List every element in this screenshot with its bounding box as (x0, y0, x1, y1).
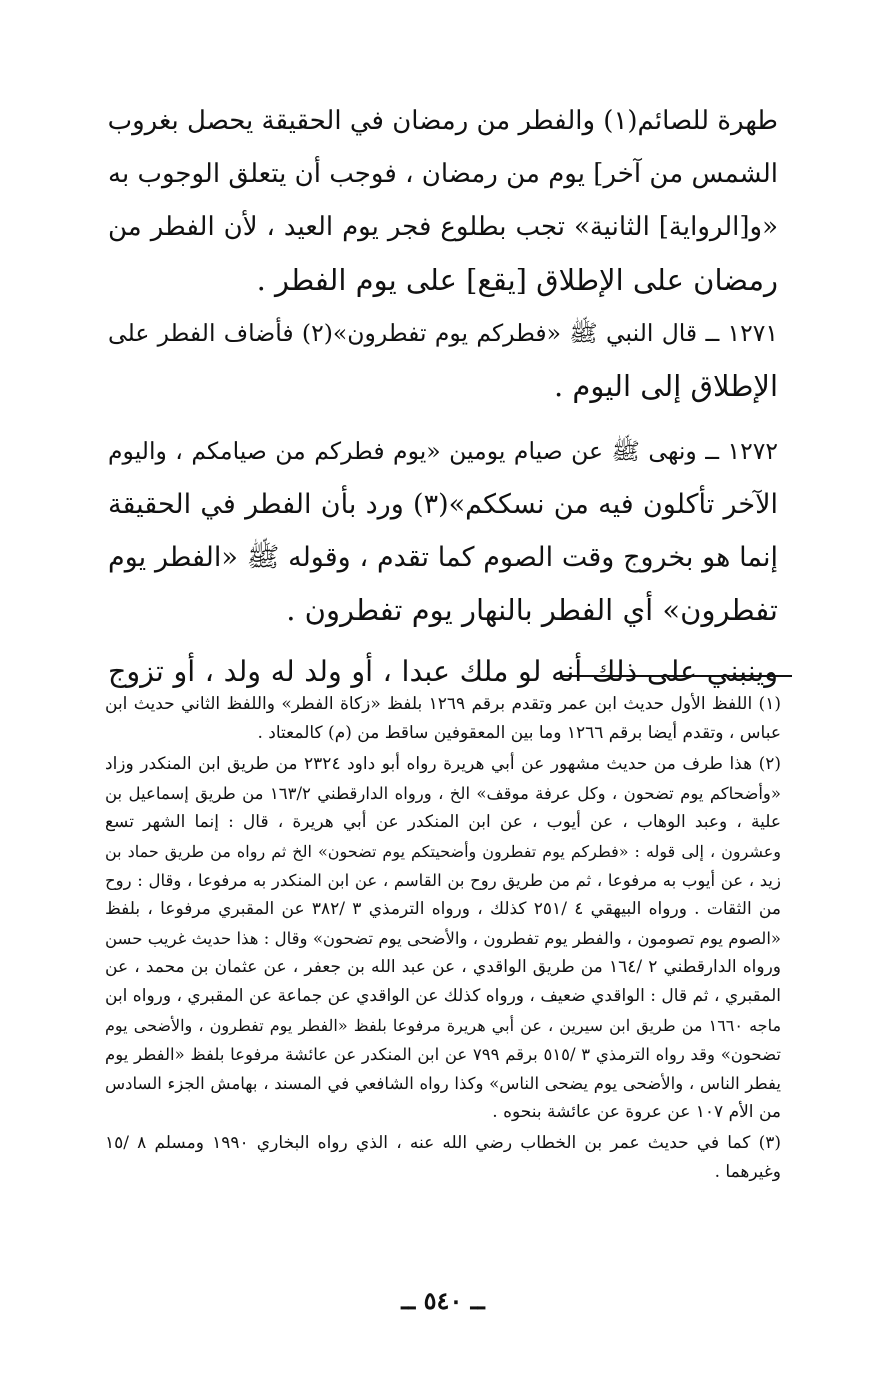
main-text (108, 95, 778, 698)
text-line: تفطرون» أي الفطر بالنهار يوم تفطرون . (286, 593, 778, 627)
page-number: ــ ٥٤٠ ــ (401, 1286, 485, 1315)
footnote-line: ورواه الدارقطني ٢ /١٦٤ من طريق الواقدي ، عن عبد الله بن جعفر ، عن عثمان بن محمد ، عن (105, 957, 781, 977)
footnotes (105, 690, 781, 1187)
footnote-line: «وأضحاكم يوم تضحون ، وكل عرفة موقف» الخ ، ورواه الدارقطني ١٦٣/٢ من طريق إسماعيل بن (105, 784, 781, 803)
text-line: الشمس من آخر] يوم من رمضان ، فوجب أن يتعلق الوجوب به (108, 159, 778, 189)
footnote-line: وغيرهما . (714, 1162, 781, 1182)
footnote-line: من الأم ١٠٧ عن عروة عن عائشة بنحوه . (492, 1102, 781, 1122)
footnote-line: يفطر الناس ، والأضحى يوم يضحى الناس» وكذا رواه الشافعي في المسند ، بهامش الجزء السادس (105, 1074, 781, 1093)
footnote-line: زيد ، عن أيوب به مرفوعا ، ثم من طريق روح بن القاسم ، عن ابن المنكدر به مرفوعا ، وقال : روح (105, 871, 781, 890)
paragraph-1272-line: ١٢٧٢ ــ ونهى ﷺ عن صيام يومين «يوم فطركم من صيامكم ، واليوم (108, 437, 778, 465)
text-line: إنما هو بخروج وقت الصوم كما تقدم ، وقوله ﷺ «الفطر يوم (108, 542, 778, 573)
footnote-line: «الصوم يوم تصومون ، والفطر يوم تفطرون ، والأضحى يوم تضحون» وقال : هذا حديث غريب حسن (105, 929, 781, 948)
footnote-line: تضحون» وقد رواه الترمذي ٣ /٥١٥ برقم ٧٩٩ عن ابن المنكدر عن عائشة مرفوعا بلفظ «الفطر يوم (105, 1045, 781, 1064)
footnote-line: من الثقات . ورواه البيهقي ٤ /٢٥١ كذلك ، ورواه الترمذي ٣ /٣٨٢ عن المقبري مرفوعا ، بلفظ (105, 899, 781, 919)
footnote-line: (٣) كما في حديث عمر بن الخطاب رضي الله عنه ، الذي رواه البخاري ١٩٩٠ ومسلم ٨ /١٥ (105, 1133, 781, 1153)
text-line: الآخر تأكلون فيه من نسككم»(٣) ورد بأن الفطر في الحقيقة (108, 489, 778, 520)
footnote-line: وعشرون ، إلى قوله : «فطركم يوم تفطرون وأضحيتكم يوم تضحون» الخ ثم رواه من طريق حماد بن (105, 842, 781, 861)
footnote-line: (٢) هذا طرف من حديث مشهور عن أبي هريرة رواه أبو داود ٢٣٢٤ من طريق ابن المنكدر وزاد (105, 754, 781, 774)
footnote-line: المقبري ، ثم قال : الواقدي ضعيف ، ورواه كذلك عن الواقدي عن جماعة عن المقبري ، ورواه ابن (105, 986, 781, 1006)
text-line: «و[الرواية] الثانية» تجب بطلوع فجر يوم العيد ، لأن الفطر من (108, 212, 778, 242)
footnote-line: (١) اللفظ الأول حديث ابن عمر وتقدم برقم ١٢٦٩ بلفظ «زكاة الفطر» واللفظ الثاني حديث ابن (105, 694, 781, 714)
footnote-line: عباس ، وتقدم أيضا برقم ١٢٦٦ وما بين المعقوفين ساقط من (م) كالمعتاد . (257, 723, 781, 743)
footnote-divider (560, 675, 792, 677)
footnote-line: علية ، وعبد الوهاب ، عن أيوب ، عن ابن المنكدر عن أبي هريرة ، قال : إنما الشهر تسع (105, 812, 781, 832)
text-line: وينبني على ذلك أنه لو ملك عبدا ، أو ولد له ولد ، أو تزوج (108, 655, 778, 688)
footnote-line: ماجه ١٦٦٠ من طريق ابن سيرين ، عن أبي هريرة مرفوعا بلفظ «الفطر يوم تفطرون ، والأضحى يوم (105, 1016, 781, 1035)
paragraph-1271-line: ١٢٧١ ــ قال النبي ﷺ «فطركم يوم تفطرون»(٢) فأضاف الفطر على (108, 319, 778, 347)
text-line: رمضان على الإطلاق [يقع] على يوم الفطر . (256, 263, 778, 297)
text-line: الإطلاق إلى اليوم . (554, 369, 778, 403)
text-line: طهرة للصائم(١) والفطر من رمضان في الحقيقة يحصل بغروب (108, 106, 778, 136)
